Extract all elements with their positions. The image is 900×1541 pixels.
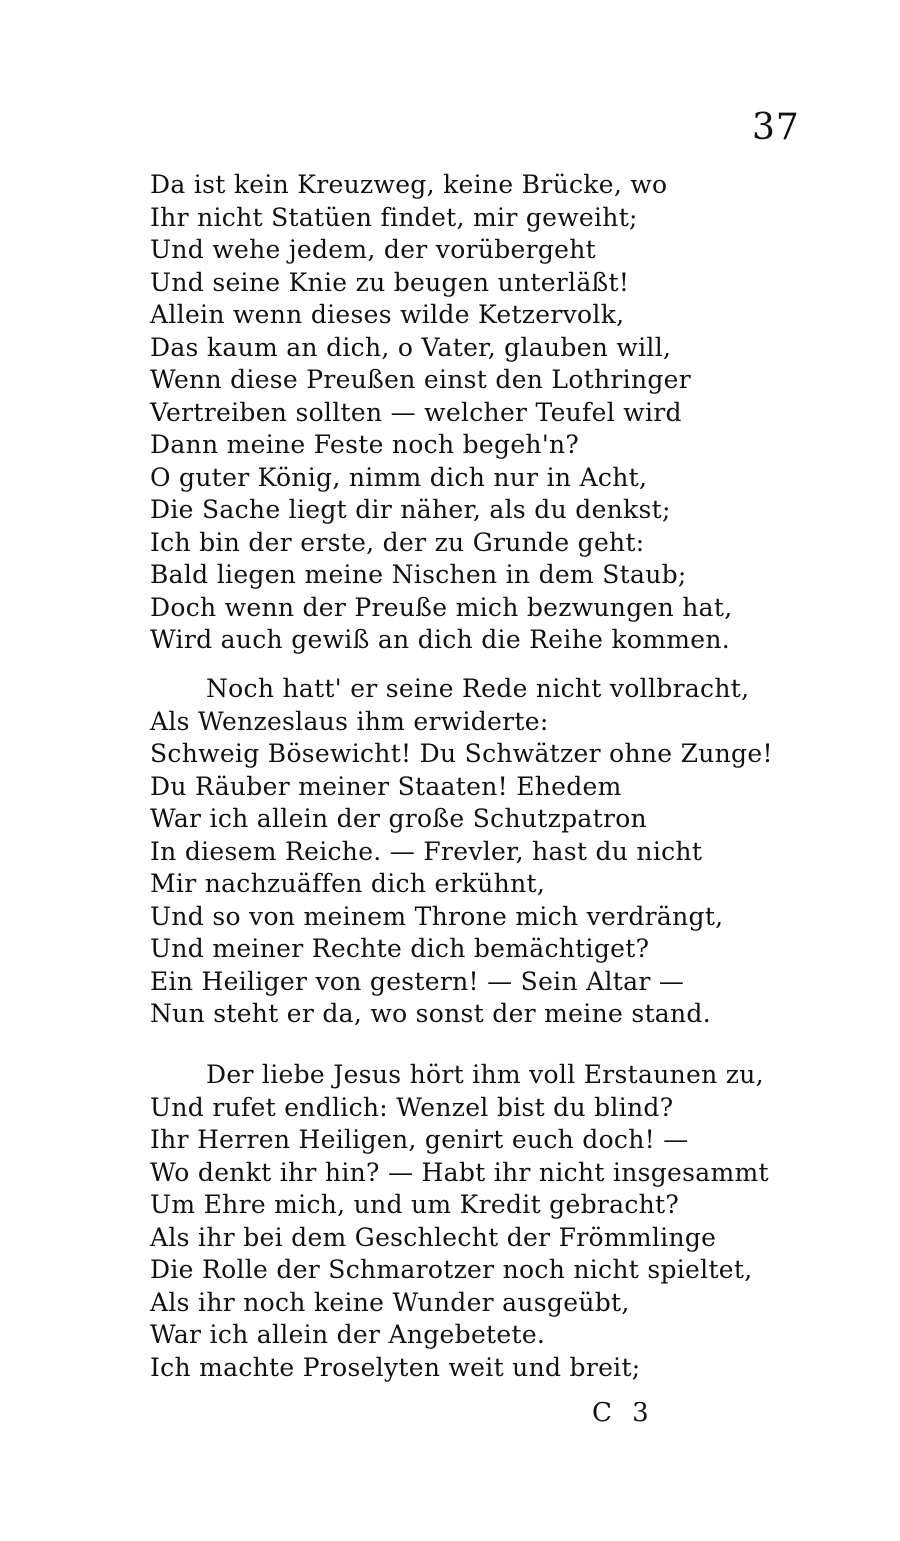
verse-line: O guter König, nimm dich nur in Acht, [150, 462, 648, 492]
verse-line: Dann meine Feste noch begeh'n? [150, 430, 580, 459]
verse-line: War ich allein der Angebetete. [150, 1320, 546, 1349]
verse-line: Doch wenn der Preuße mich bezwungen hat, [150, 592, 733, 622]
verse-line: Und rufet endlich: Wenzel bist du blind? [150, 1092, 674, 1122]
verse-line: Mir nachzuäffen dich erkühnt, [150, 869, 546, 898]
verse-line: Ein Heiliger von gestern! — Sein Altar — [150, 966, 685, 996]
verse-line: Noch hatt' er seine Rede nicht vollbracht, [206, 674, 750, 703]
verse-line: Wo denkt ihr hin? — Habt ihr nicht insgesammt [150, 1157, 769, 1187]
verse-line: Schweig Bösewicht! Du Schwätzer ohne Zunge! [150, 739, 773, 768]
verse-line: War ich allein der große Schutzpatron [150, 804, 647, 833]
verse-line: Und so von meinem Throne mich verdrängt, [150, 901, 724, 931]
verse-line: Als ihr noch keine Wunder ausgeübt, [150, 1287, 630, 1317]
verse-line: Um Ehre mich, und um Kredit gebracht? [150, 1190, 680, 1219]
verse-line: Bald liegen meine Nischen in dem Staub; [150, 560, 687, 589]
page-number: 37 [752, 107, 800, 148]
verse-line: Nun steht er da, wo sonst der meine stand. [150, 999, 711, 1028]
verse-line: Und wehe jedem, der vorübergeht [150, 235, 597, 264]
verse-line: Ich machte Proselyten weit und breit; [150, 1352, 641, 1382]
verse-line: Allein wenn dieses wilde Ketzervolk, [150, 300, 625, 329]
stanza-2 [150, 673, 830, 1031]
signature-mark: C 3 [592, 1398, 655, 1428]
verse-line: Da ist kein Kreuzweg, keine Brücke, wo [150, 170, 668, 199]
verse-line: Ihr nicht Statüen findet, mir geweiht; [150, 202, 638, 232]
verse-line: Und seine Knie zu beugen unterläßt! [150, 267, 630, 297]
verse-line: Du Räuber meiner Staaten! Ehedem [150, 771, 622, 801]
stanza-1 [150, 169, 830, 657]
verse-line: Wird auch gewiß an dich die Reihe kommen. [150, 625, 730, 654]
verse-line: Als ihr bei dem Geschlecht der Frömmlinge [150, 1222, 717, 1252]
verse-line: Und meiner Rechte dich bemächtiget? [150, 934, 650, 963]
verse-line: Ihr Herren Heiligen, genirt euch doch! — [150, 1125, 689, 1154]
verse-line: In diesem Reiche. — Frevler, hast du nicht [150, 836, 703, 866]
verse-line: Die Sache liegt dir näher, als du denkst; [150, 495, 671, 524]
stanza-3 [150, 1059, 830, 1384]
verse-line: Wenn diese Preußen einst den Lothringer [150, 365, 692, 394]
verse-line: Vertreiben sollten — welcher Teufel wird [150, 397, 682, 427]
verse-line: Als Wenzeslaus ihm erwiderte: [150, 706, 549, 736]
verse-line: Ich bin der erste, der zu Grunde geht: [150, 527, 645, 557]
verse-line: Der liebe Jesus hört ihm voll Erstaunen zu, [206, 1060, 764, 1089]
verse-line: Das kaum an dich, o Vater, glauben will, [150, 332, 672, 362]
verse-line: Die Rolle der Schmarotzer noch nicht spieltet, [150, 1255, 753, 1284]
